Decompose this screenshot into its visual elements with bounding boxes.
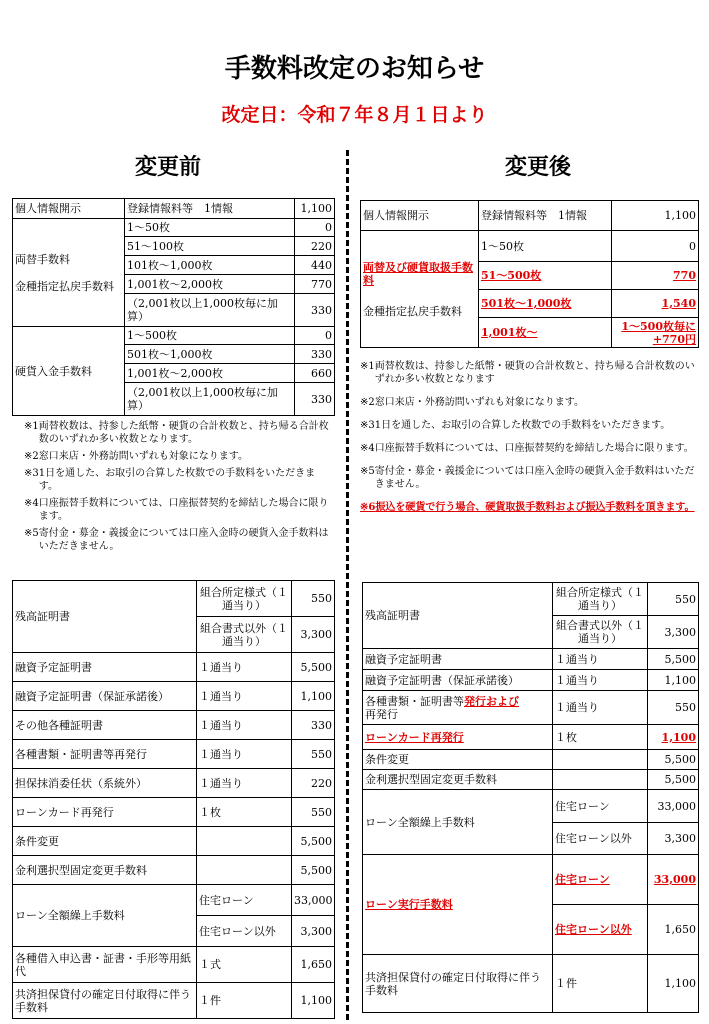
cell: 550: [648, 583, 699, 616]
cell: 住宅ローン以外: [197, 916, 292, 947]
before-notes: [24, 420, 330, 553]
cell: 1,650: [292, 947, 335, 983]
balance-label: 残高証明書: [363, 583, 553, 649]
exchange-label: 両替及び硬貨取扱手数料: [363, 260, 473, 287]
cell: 330: [295, 345, 335, 364]
revision-date: 改定日：令和７年８月１日より: [221, 104, 488, 126]
cell: 660: [295, 364, 335, 383]
before-table-2: [12, 580, 335, 1019]
cell: 組合所定様式（１通当り）: [553, 583, 648, 616]
cell: 3,300: [292, 617, 335, 653]
changed-value: 770: [673, 269, 696, 282]
cell: 個人情報開示: [13, 199, 125, 219]
cell: 1～50枚: [125, 219, 295, 237]
note-item: ※3 1日を通した、お取引の合算した枚数での手数料をいただきます。: [360, 420, 671, 431]
transfer-label: 金種指定払戻手数料: [15, 279, 114, 293]
table-row: [363, 670, 699, 691]
cell: 220: [292, 769, 335, 798]
prepay-label: ローン全額繰上手数料: [13, 885, 197, 947]
cell: 550: [292, 581, 335, 617]
cell: 3,300: [648, 616, 699, 649]
table-row: [13, 856, 335, 885]
table-row: [13, 983, 335, 1019]
changed-value: 住宅ローン: [555, 873, 610, 886]
cell: 440: [295, 256, 335, 275]
cell: [197, 827, 292, 856]
note-item: ※1 両替枚数は、持参した紙幣・硬貨の合計枚数と、持ち帰る合計枚数のいずれか多い枚数となります。: [24, 421, 329, 445]
note-item: ※4 口座振替手数料については、口座振替契約を締結した場合に限ります。: [360, 443, 694, 454]
changed-value: ローンカード再発行: [365, 730, 464, 744]
cell: １枚: [197, 798, 292, 827]
cell: 1～50枚: [479, 231, 612, 262]
center-divider: [346, 150, 349, 1020]
cell: １通当り: [197, 711, 292, 740]
table-row: [363, 770, 699, 790]
table-row: [13, 219, 335, 237]
cell: 住宅ローン以外: [553, 823, 648, 855]
cell: 33,000: [292, 885, 335, 916]
changed-value: 1,100: [661, 730, 696, 744]
cell: 個人情報開示: [361, 201, 479, 231]
cell: 各種借入申込書・証書・手形等用紙代: [13, 947, 197, 983]
cell: 条件変更: [13, 827, 197, 856]
table-row: [13, 947, 335, 983]
cell: 33,000: [648, 790, 699, 823]
cell: １枚: [553, 725, 648, 750]
cell: [363, 691, 553, 725]
note-item: ※2 窓口来店・外務訪問いずれも対象になります。: [360, 397, 584, 408]
cell: ローンカード再発行: [13, 798, 197, 827]
cell: 5,500: [292, 827, 335, 856]
cell: 5,500: [292, 653, 335, 682]
changed-value: 住宅ローン以外: [555, 923, 632, 936]
cell: 金利選択型固定変更手数料: [13, 856, 197, 885]
cell: 330: [292, 711, 335, 740]
cell: １通当り: [553, 691, 648, 725]
table-row: [13, 581, 335, 617]
cell: 1,100: [648, 955, 699, 1013]
table-row: [363, 855, 699, 905]
cell: 融資予定証明書: [363, 649, 553, 670]
cell: 共済担保貸付の確定日付取得に伴う手数料: [13, 983, 197, 1019]
cell: 550: [292, 798, 335, 827]
cell: 5,500: [648, 750, 699, 770]
cell: 1,100: [292, 983, 335, 1019]
reissue-label: 各種書類・証明書等: [365, 694, 464, 708]
cell: 770: [295, 275, 335, 294]
changed-value: 33,000: [653, 873, 696, 886]
cell: １通当り: [197, 740, 292, 769]
cell: 融資予定証明書（保証承諾後）: [13, 682, 197, 711]
cell: 501枚～1,000枚: [125, 345, 295, 364]
prepay-label: ローン全額繰上手数料: [363, 790, 553, 855]
cell: [553, 750, 648, 770]
cell: １通当り: [553, 649, 648, 670]
exchange-label: 両替手数料: [15, 252, 70, 266]
balance-label: 残高証明書: [13, 581, 197, 653]
cell: [197, 856, 292, 885]
cell: 各種書類・証明書等再発行: [13, 740, 197, 769]
table-row: [361, 201, 699, 231]
table-row: [13, 769, 335, 798]
table-row: [13, 740, 335, 769]
table-row: [13, 327, 335, 345]
cell: 登録情報料等 1情報: [479, 201, 612, 231]
after-notes: [360, 360, 700, 514]
table-row: [13, 885, 335, 916]
cell: 条件変更: [363, 750, 553, 770]
cell: 0: [295, 219, 335, 237]
cell: [648, 855, 699, 905]
cell: 3,300: [292, 916, 335, 947]
exec-label: ローン実行手数料: [365, 898, 453, 911]
reissue-label-2: 再発行: [365, 707, 398, 721]
cell: 1,100: [292, 682, 335, 711]
cell: 220: [295, 237, 335, 256]
cell: 1～500枚: [125, 327, 295, 345]
cell: １件: [197, 983, 292, 1019]
exec-label-cell: [363, 855, 553, 955]
cell: 330: [295, 383, 335, 416]
cell: 5,500: [292, 856, 335, 885]
cell: 住宅ローン: [197, 885, 292, 916]
cell: 金利選択型固定変更手数料: [363, 770, 553, 790]
cell: １通当り: [553, 670, 648, 691]
cell: １式: [197, 947, 292, 983]
cell: [479, 318, 612, 348]
note-item: ※1 両替枚数は、持参した紙幣・硬貨の合計枚数と、持ち帰る合計枚数のいずれか多い枚数となります: [360, 361, 695, 385]
cell: 550: [292, 740, 335, 769]
table-row: [13, 711, 335, 740]
cell: １通当り: [197, 682, 292, 711]
cell: １通当り: [197, 769, 292, 798]
exchange-label-cell: [361, 231, 479, 348]
before-heading: 変更前: [135, 155, 202, 180]
table-row: [363, 725, 699, 750]
cell: 組合所定様式（１通当り）: [197, 581, 292, 617]
cell: 51～100枚: [125, 237, 295, 256]
note-item: ※2 窓口来店・外務訪問いずれも対象になります。: [24, 451, 248, 462]
cell: [612, 262, 699, 290]
after-table-1: [360, 200, 699, 348]
cell: 住宅ローン: [553, 790, 648, 823]
cell: 550: [648, 691, 699, 725]
cell: 3,300: [648, 823, 699, 855]
cell: （2,001枚以上1,000枚毎に加算）: [125, 294, 295, 327]
table-row: [13, 653, 335, 682]
note-item: ※3 1日を通した、お取引の合算した枚数での手数料をいただきます。: [24, 468, 316, 492]
table-row: [363, 691, 699, 725]
cell: 登録情報料等 1情報: [125, 199, 295, 219]
cell: [479, 290, 612, 318]
table-row: [363, 583, 699, 616]
cell: 1,100: [295, 199, 335, 219]
cell: 組合書式以外（１通当り）: [553, 616, 648, 649]
table-row: [13, 798, 335, 827]
cell: [363, 725, 553, 750]
changed-value: 発行および: [464, 694, 519, 708]
table-row: [363, 649, 699, 670]
cell: [553, 905, 648, 955]
table-row: [363, 750, 699, 770]
note-item-new: ※6 振込を硬貨で行う場合、硬貨取扱手数料および振込手数料を頂きます。: [360, 502, 695, 513]
cell: その他各種証明書: [13, 711, 197, 740]
cell: １件: [553, 955, 648, 1013]
cell: [479, 262, 612, 290]
changed-value: 1～500枚毎に+770円: [621, 319, 696, 346]
cell: 融資予定証明書（保証承諾後）: [363, 670, 553, 691]
before-table-1: [12, 198, 335, 416]
cell: [612, 290, 699, 318]
changed-value: 501枚～1,000枚: [481, 297, 572, 310]
table-row: [13, 682, 335, 711]
cell: 5,500: [648, 770, 699, 790]
note-item: ※4 口座振替手数料については、口座振替契約を締結した場合に限ります。: [24, 498, 329, 522]
cell: 101枚～1,000枚: [125, 256, 295, 275]
changed-value: 51～500枚: [481, 269, 542, 282]
after-table-2: [362, 582, 699, 1013]
cell: 330: [295, 294, 335, 327]
table-row: [13, 199, 335, 219]
cell: １通当り: [197, 653, 292, 682]
table-row: [363, 790, 699, 823]
changed-value: 1,540: [661, 297, 696, 310]
cell: 1,100: [612, 201, 699, 231]
cell: 1,001枚～2,000枚: [125, 364, 295, 383]
note-item: ※5 寄付金・募金・義援金については口座入金時の硬貨入金手数料はいただきません。: [360, 466, 695, 490]
cell: [648, 725, 699, 750]
cell: 担保抹消委任状（系統外）: [13, 769, 197, 798]
cell: [553, 855, 648, 905]
cell: [612, 318, 699, 348]
cell: 0: [612, 231, 699, 262]
cell: [553, 770, 648, 790]
exchange-label-cell: [13, 219, 125, 327]
note-item: ※5 寄付金・募金・義援金については口座入金時の硬貨入金手数料はいただきません。: [24, 528, 329, 552]
cell: （2,001枚以上1,000枚毎に加算）: [125, 383, 295, 416]
transfer-label: 金種指定払戻手数料: [363, 304, 462, 318]
cell: 1,650: [648, 905, 699, 955]
changed-value: 1,001枚～: [481, 326, 538, 339]
cell: 5,500: [648, 649, 699, 670]
cell: 組合書式以外（１通当り）: [197, 617, 292, 653]
cell: 1,100: [648, 670, 699, 691]
table-row: [361, 231, 699, 262]
table-row: [13, 827, 335, 856]
coin-label: 硬貨入金手数料: [13, 327, 125, 416]
cell: 共済担保貸付の確定日付取得に伴う手数料: [363, 955, 553, 1013]
cell: 0: [295, 327, 335, 345]
page-title: 手数料改定のお知らせ: [224, 54, 485, 84]
cell: 1,001枚～2,000枚: [125, 275, 295, 294]
table-row: [363, 955, 699, 1013]
after-heading: 変更後: [505, 155, 572, 180]
cell: 融資予定証明書: [13, 653, 197, 682]
